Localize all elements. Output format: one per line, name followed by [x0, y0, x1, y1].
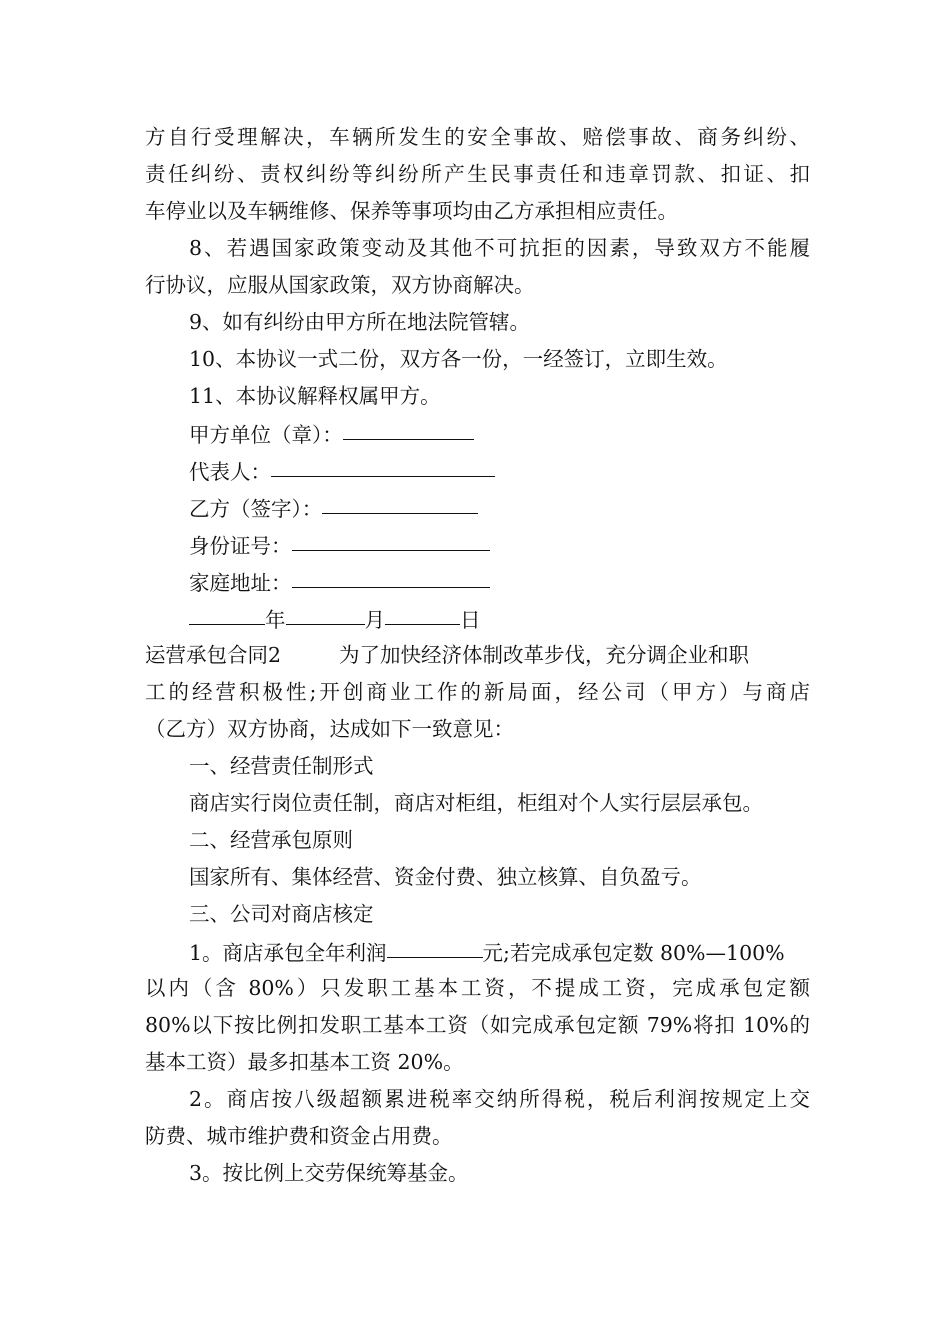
profit-blank: [387, 931, 483, 958]
signature-representative: [145, 452, 810, 489]
section-heading: 三、公司对商店核定: [189, 902, 374, 926]
clause-11: 11、本协议解释权属甲方。: [189, 384, 441, 408]
document-page: [145, 119, 810, 1192]
contract-2-intro-text: 为了加快经济体制改革步伐，充分调企业和职: [339, 643, 750, 667]
party-a-unit-blank: [343, 413, 474, 440]
clause-8-line: 行协议，应服从国家政策，双方协商解决。: [145, 273, 535, 297]
day-blank: [385, 598, 460, 625]
month-blank: [286, 598, 365, 625]
home-address-blank: [292, 561, 490, 588]
party-b-blank: [322, 487, 478, 514]
section-text: 国家所有、集体经营、资金付费、独立核算、自负盈亏。: [189, 865, 702, 889]
item-1-line: 以内（含 80%）只发职工基本工资，不提成工资，完成承包定额: [145, 976, 810, 1000]
item-1-line: 基本工资）最多扣基本工资 20%。: [145, 1050, 464, 1074]
year-label: 年: [265, 608, 286, 632]
id-number-blank: [292, 524, 490, 551]
party-a-unit-label: 甲方单位（章）：: [189, 423, 343, 447]
signature-date: [145, 600, 810, 637]
representative-label: 代表人：: [189, 460, 271, 484]
item-2-line: 2。商店按八级超额累进税率交纳所得税，税后利润按规定上交: [189, 1087, 810, 1111]
clause-9: 9、如有纠纷由甲方所在地法院管辖。: [189, 310, 531, 334]
clause-8-line: 8、若遇国家政策变动及其他不可抗拒的因素，导致双方不能履: [189, 236, 810, 260]
home-address-label: 家庭地址：: [189, 571, 292, 595]
contract-2-intro-line: 工的经营积极性;开创商业工作的新局面，经公司（甲方）与商店: [145, 680, 810, 704]
item-2-line: 防费、城市维护费和资金占用费。: [145, 1124, 453, 1148]
item-1-prefix: 1。商店承包全年利润: [189, 941, 387, 965]
year-blank: [189, 598, 265, 625]
paragraph-line: 责任纠纷、责权纠纷等纠纷所产生民事责任和违章罚款、扣证、扣: [145, 162, 810, 186]
signature-party-a-unit: [145, 415, 810, 452]
paragraph-line: 车停业以及车辆维修、保养等事项均由乙方承担相应责任。: [145, 199, 678, 223]
month-label: 月: [364, 608, 385, 632]
contract-2-title: 运营承包合同2: [145, 643, 282, 667]
item-1-line: 80%以下按比例扣发职工基本工资（如完成承包定额 79%将扣 10%的: [145, 1013, 810, 1037]
section-text: 商店实行岗位责任制，商店对柜组，柜组对个人实行层层承包。: [189, 791, 763, 815]
section-heading: 一、经营责任制形式: [189, 754, 374, 778]
contract-2-intro-line: （乙方）双方协商，达成如下一致意见：: [145, 717, 514, 741]
signature-party-b: [145, 489, 810, 526]
day-label: 日: [460, 608, 481, 632]
section-heading: 二、经营承包原则: [189, 828, 353, 852]
clause-10: 10、本协议一式二份，双方各一份，一经签订，立即生效。: [189, 347, 728, 371]
item-3: 3。按比例上交劳保统筹基金。: [189, 1161, 469, 1185]
signature-id-number: [145, 526, 810, 563]
id-number-label: 身份证号：: [189, 534, 292, 558]
item-1-suffix: 元;若完成承包定数 80%—100%: [482, 941, 785, 965]
signature-home-address: [145, 563, 810, 600]
item-1-line: [145, 933, 810, 970]
representative-blank: [271, 450, 495, 477]
party-b-label: 乙方（签字）：: [189, 497, 323, 521]
paragraph-line: 方自行受理解决，车辆所发生的安全事故、赔偿事故、商务纠纷、: [145, 125, 810, 149]
contract-2-intro-line: [145, 637, 810, 674]
